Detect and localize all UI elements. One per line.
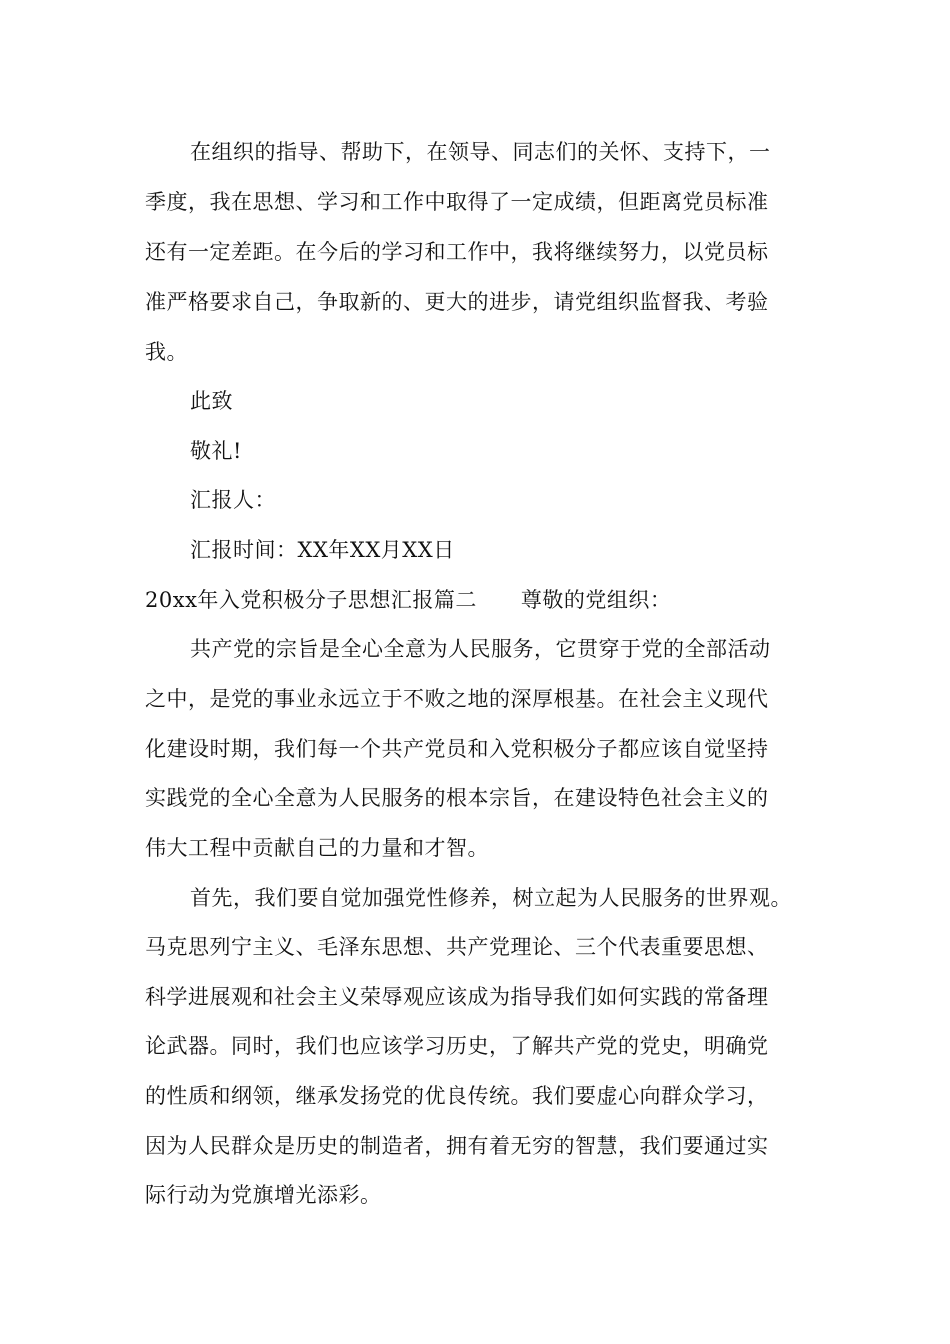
paragraph-2-line-1: 共产党的宗旨是全心全意为人民服务，它贯穿于党的全部活动: [190, 637, 771, 661]
paragraph-3-line-5: 的性质和纲领，继承发扬党的优良传统。我们要虚心向群众学习，: [145, 1084, 769, 1108]
paragraph-1-line-2: 季度，我在思想、学习和工作中取得了一定成绩，但距离党员标准: [145, 190, 769, 214]
paragraph-3-line-2: 马克思列宁主义、毛泽东思想、共产党理论、三个代表重要思想、: [145, 935, 769, 959]
paragraph-2-line-3: 化建设时期，我们每一个共产党员和入党积极分子都应该自觉坚持: [145, 737, 769, 761]
paragraph-3-line-4: 论武器。同时，我们也应该学习历史，了解共产党的党史，明确党: [145, 1034, 769, 1058]
paragraph-2-line-4: 实践党的全心全意为人民服务的根本宗旨，在建设特色社会主义的: [145, 786, 769, 810]
paragraph-1-line-3: 还有一定差距。在今后的学习和工作中，我将继续努力，以党员标: [145, 240, 769, 264]
paragraph-1-line-4: 准严格要求自己，争取新的、更大的进步，请党组织监督我、考验: [145, 290, 769, 314]
closing-salutation: 此致: [190, 389, 233, 413]
section-2-heading: [145, 585, 835, 615]
paragraph-3-line-1: 首先，我们要自觉加强党性修养，树立起为人民服务的世界观。: [190, 886, 792, 910]
report-date: 汇报时间：XX年XX月XX日: [190, 538, 455, 562]
paragraph-2-line-2: 之中，是党的事业永远立于不败之地的深厚根基。在社会主义现代: [145, 687, 769, 711]
section-2-greeting: 尊敬的党组织：: [520, 588, 672, 612]
paragraph-1-line-1: 在组织的指导、帮助下，在领导、同志们的关怀、支持下，一: [190, 140, 771, 164]
paragraph-2-line-5: 伟大工程中贡献自己的力量和才智。: [145, 836, 489, 860]
section-2-title: 20xx年入党积极分子思想汇报篇二: [145, 588, 477, 612]
paragraph-3-line-6: 因为人民群众是历史的制造者，拥有着无穷的智慧，我们要通过实: [145, 1134, 769, 1158]
closing-regards: 敬礼!: [190, 439, 242, 463]
paragraph-3-line-3: 科学进展观和社会主义荣辱观应该成为指导我们如何实践的常备理: [145, 985, 769, 1009]
reporter-label: 汇报人：: [190, 488, 276, 512]
paragraph-1-line-5: 我。: [145, 340, 188, 364]
paragraph-3-line-7: 际行动为党旗增光添彩。: [145, 1183, 382, 1207]
